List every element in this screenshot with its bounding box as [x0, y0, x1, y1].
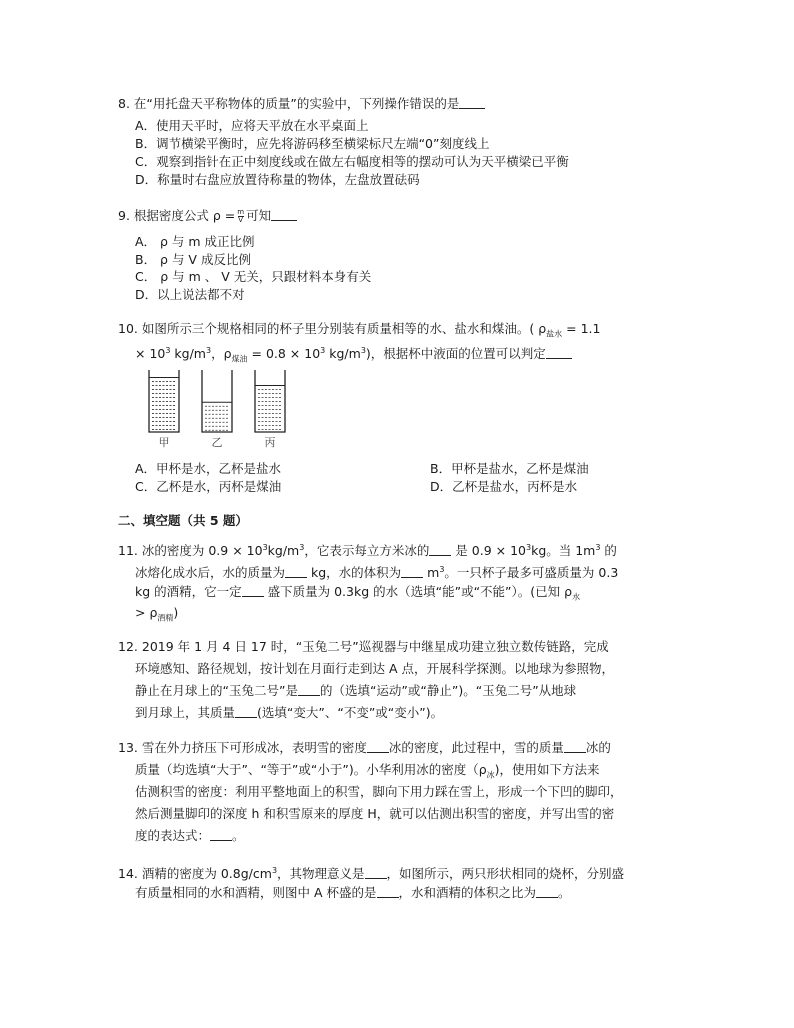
q11-line4: > $\rho_{酒精}$) [135, 605, 179, 623]
q11-blank-4[interactable] [242, 584, 264, 597]
q9-stem: 9. 根据密度公式 ρ = $\frac{m}{V}$ 可知 [118, 205, 297, 226]
cup-label: 乙 [211, 436, 223, 448]
q14-blank-1[interactable] [365, 866, 387, 879]
q10-option-c[interactable]: C．乙杯是水，丙杯是煤油 [135, 479, 282, 494]
q14-line2: 有质量相同的水和酒精，则图中 A 杯盛的是 ，水和酒精的体积之比为 。 [135, 885, 571, 900]
q12-line3: 静止在月球上的“玉兔二号”是 的（选填“运动”或“静止”)。“玉兔二号”从地球 [135, 683, 577, 698]
q11-blank-2[interactable] [285, 565, 307, 578]
q12-blank-1[interactable] [298, 683, 320, 696]
q8-blank[interactable] [459, 96, 485, 109]
q10-option-a[interactable]: A．甲杯是水，乙杯是盐水 [135, 461, 282, 476]
q8-option-a[interactable]: A．使用天平时，应将天平放在水平桌面上 [135, 118, 369, 133]
q14-line1: 14. 酒精的密度为 $0.8g/cm^3$，其物理意义是 ，如图所示，两只形状相同的烧杯，分别盛 [118, 866, 625, 882]
q13-line2: 质量（均选填“大于”、“等于”或“小于”)。小华利用冰的密度$(\rho_冰)$，使用如下方法来 [135, 762, 600, 780]
cup-outline [149, 370, 179, 432]
q14-blank-2[interactable] [377, 885, 399, 898]
q12-line1: 12. 2019 年 1 月 4 日 17 时，“玉兔二号”巡视器与中继星成功建立独立数传链路，完成 [118, 639, 609, 654]
q10-option-b[interactable]: B．甲杯是盐水，乙杯是煤油 [430, 461, 589, 476]
cup-label: 甲 [158, 436, 170, 448]
q11-line2: 冰熔化成水后，水的质量为 kg，水的体积为 $m^3$。一只杯子最多可盛质量为 0.3 [135, 565, 619, 581]
q11-line1: 11. 冰的密度为 $0.9 \times 10^3kg/m^3$，它表示每立方米冰的 是 $0.9 \times 10^3kg$。当 $1m^3$ 的 [118, 543, 617, 559]
q8-option-b[interactable]: B．调节横梁平衡时，应先将游码移至横梁标尺左端“0”刻度线上 [135, 136, 490, 151]
q13-line5: 度的表达式： 。 [135, 828, 245, 843]
q10-stem-line1: 10. 如图所示三个规格相同的杯子里分别装有质量相等的水、盐水和煤油。( $\rho_{盐水} = 1.1$ [118, 321, 601, 339]
q13-line1: 13. 雪在外力挤压下可形成冰，表明雪的密度 冰的密度，此过程中，雪的质量 冰的 [118, 740, 611, 755]
q13-blank-1[interactable] [367, 740, 389, 753]
q9-option-b[interactable]: B． ρ 与 V 成反比例 [135, 252, 251, 267]
q13-line3: 估测积雪的密度：利用平整地面上的积雪，脚向下用力踩在雪上，形成一个下凹的脚印， [135, 784, 623, 799]
cup-outline [255, 370, 285, 432]
q13-blank-3[interactable] [210, 828, 232, 841]
q10-option-d[interactable]: D．乙杯是盐水，丙杯是水 [430, 479, 578, 494]
q13-line4: 然后测量脚印的深度 h 和积雪原来的厚度 H，就可以估测出积雪的密度，并写出雪的密 [135, 806, 615, 821]
q10-stem-line2: × $10^3$ $kg/m^3$，$\rho_{煤油} = 0.8 \times 10^3$ $kg/m^3$)，根据杯中液面的位置可以判定 [135, 340, 572, 370]
q13-blank-2[interactable] [564, 740, 586, 753]
q9-option-c[interactable]: C． ρ 与 m 、 V 无关，只跟材料本身有关 [135, 269, 372, 284]
q9-blank[interactable] [271, 208, 297, 221]
q9-option-d[interactable]: D．以上说法都不对 [135, 287, 245, 302]
cup-label: 丙 [264, 436, 276, 448]
q11-blank-1[interactable] [429, 543, 451, 556]
q8-stem: 8. 在“用托盘天平称物体的质量”的实验中，下列操作错误的是 [118, 93, 485, 114]
q8-option-d[interactable]: D．称量时右盘应放置待称量的物体，左盘放置砝码 [135, 172, 420, 187]
q9-option-a[interactable]: A． ρ 与 m 成正比例 [135, 234, 255, 249]
q10-cups-figure [143, 368, 293, 448]
q14-blank-3[interactable] [536, 885, 558, 898]
q10-blank[interactable] [546, 346, 572, 359]
q12-line4: 到月球上，其质量 (选填“变大”、“不变”或“变小”)。 [135, 705, 444, 720]
q8-option-c[interactable]: C．观察到指针在正中刻度线或在做左右幅度相等的摆动可认为天平横梁已平衡 [135, 154, 569, 169]
q9-fraction: $\frac{m}{V}$ [237, 208, 245, 224]
section-title-fill-in: 二、填空题（共 5 题） [118, 513, 248, 528]
q11-blank-3[interactable] [401, 565, 423, 578]
q12-blank-2[interactable] [235, 705, 257, 718]
cup-outline [202, 370, 232, 432]
q12-line2: 环境感知、路径规划，按计划在月面行走到达 A 点，开展科学探测。以地球为参照物， [135, 661, 614, 676]
q11-line3: kg 的酒精，它一定 盛下质量为 0.3kg 的水（选填“能”或“不能”）。(已知 $\rho_水$ [135, 584, 581, 602]
